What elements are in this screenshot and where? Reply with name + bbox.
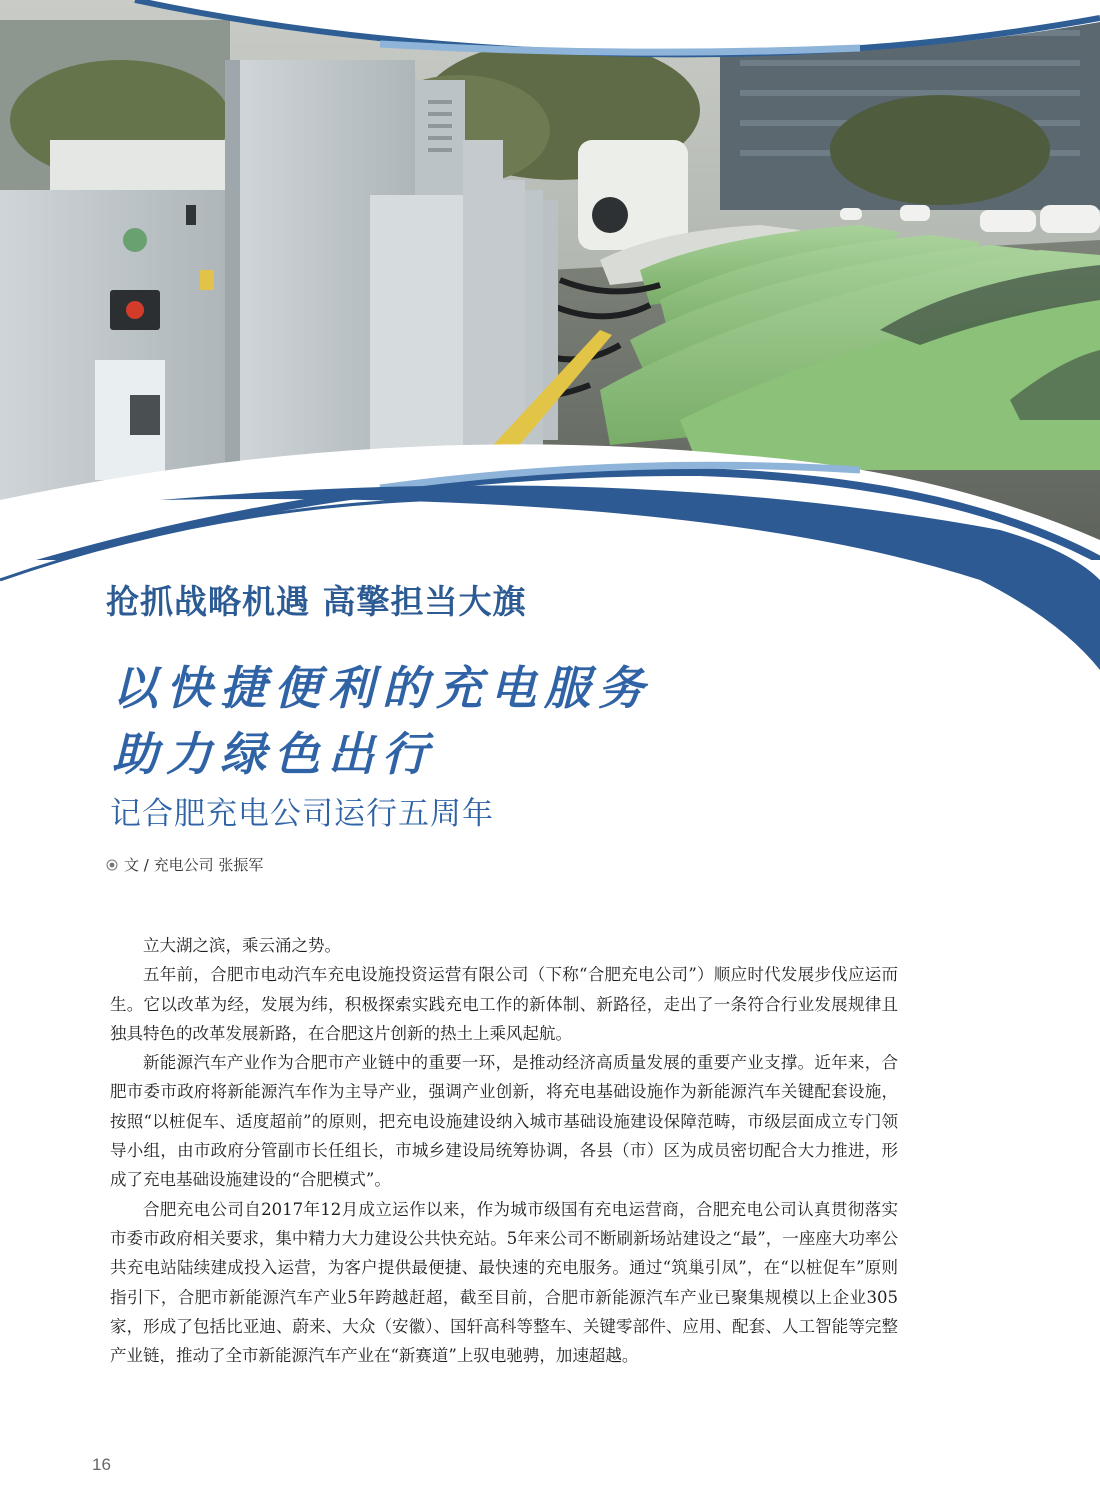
paragraph: 五年前，合肥市电动汽车充电设施投资运营有限公司（下称“合肥充电公司”）顺应时代发展步伐应运而生。它以改革为经，发展为纬，积极探索实践充电工作的新体制、新路径，走出了一条符合行业发展规律且独具特色的改革发展新路，在合肥这片创新的热土上乘风起航。	[110, 965, 898, 1043]
paragraph: 立大湖之滨，乘云涌之势。	[143, 936, 341, 955]
paragraph: 新能源汽车产业作为合肥市产业链中的重要一环，是推动经济高质量发展的重要产业支撑。近年来，合肥市委市政府将新能源汽车作为主导产业，强调产业创新，将充电基础设施作为新能源汽车关键配套设施，按照“以桩促车、适度超前”的原则，把充电设施建设纳入城市基础设施建设保障范畴，市级层面成立专门领导小组，由市政府分管副市长任组长，市城乡建设局统筹协调，各县（市）区为成员密切配合大力推进，形成了充电基础设施建设的“合肥模式”。	[110, 1053, 898, 1190]
page-number: 16	[92, 1455, 111, 1474]
paragraph: 合肥充电公司自2017年12月成立运作以来，作为城市级国有充电运营商，合肥充电公司认真贯彻落实市委市政府相关要求，集中精力大力建设公共快充站。5年来公司不断刷新场站建设之“最”，一座座大功率公共充电站陆续建成投入运营，为客户提供最便捷、最快速的充电服务。通过“筑巢引凤”，在“以桩促车”原则指引下，合肥市新能源汽车产业5年跨越赶超，截至目前，合肥市新能源汽车产业已聚集规模以上企业305家，形成了包括比亚迪、蔚来、大众（安徽）、国轩高科等整车、关键零部件、应用、配套、人工智能等完整产业链，推动了全市新能源汽车产业在“新赛道”上驭电驰骋，加速超越。	[110, 1199, 898, 1366]
byline-text: 文 / 充电公司 张振军	[124, 856, 264, 874]
decorative-swoosh	[0, 470, 1100, 670]
byline	[106, 854, 263, 875]
main-title-line-1: 以快捷便利的充电服务	[112, 661, 652, 715]
kicker-headline: 抢抓战略机遇 高擎担当大旗	[106, 582, 527, 621]
target-dot-icon	[106, 859, 118, 871]
main-title-line-2: 助力绿色出行	[112, 727, 436, 781]
article-body	[110, 931, 898, 1370]
subtitle: 记合肥充电公司运行五周年	[110, 796, 494, 832]
